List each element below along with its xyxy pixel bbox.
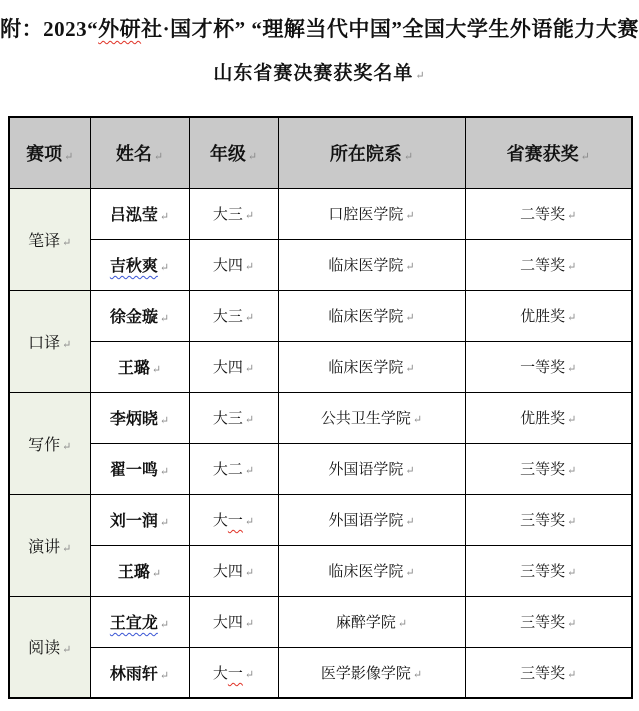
award-cell (465, 341, 632, 392)
document-title-line2 (0, 58, 639, 85)
department-text: 临床医学院 (328, 258, 404, 274)
table-row (9, 494, 632, 545)
header-label: 赛项 (26, 143, 63, 164)
grade-text: 大 (212, 513, 228, 529)
cell-end-mark-icon: ↵ (405, 465, 415, 477)
cell-end-mark-icon: ↵ (412, 414, 423, 426)
grade-cell (189, 341, 278, 392)
cell-end-mark-icon: ↵ (405, 261, 415, 273)
grade-cell (189, 290, 278, 341)
cell-end-mark-icon: ↵ (159, 619, 170, 631)
category-label: 口译 (28, 334, 61, 352)
cell-end-mark-icon: ↵ (159, 415, 170, 427)
title-text-part2: 社·国才杯” “理解当代中国”全国大学生外语能力大赛 (141, 17, 639, 41)
cell-end-mark-icon: ↵ (62, 440, 72, 453)
award-text: 三等奖 (520, 462, 566, 478)
grade-text: 大三 (212, 309, 243, 325)
award-text: 三等奖 (520, 513, 566, 529)
category-label: 笔译 (28, 232, 61, 250)
name-cell (90, 392, 189, 443)
award-cell (465, 647, 632, 698)
award-cell (465, 545, 632, 596)
cell-end-mark-icon: ↵ (580, 150, 590, 163)
name-cell (90, 545, 189, 596)
department-text: 临床医学院 (328, 309, 404, 325)
title-misspell-underline: 外研 (98, 17, 142, 41)
grade-cell (189, 494, 278, 545)
department-cell (278, 545, 465, 596)
category-cell-interpretation (9, 290, 90, 392)
cell-end-mark-icon: ↵ (62, 644, 72, 657)
cell-end-mark-icon: ↵ (244, 516, 255, 528)
student-name: 徐金璇 (109, 309, 158, 326)
award-cell (465, 290, 632, 341)
department-cell (278, 392, 465, 443)
department-text: 临床医学院 (328, 360, 404, 376)
category-label: 演讲 (28, 538, 61, 556)
student-name: 王璐 (117, 564, 150, 581)
student-name: 刘一润 (109, 513, 158, 530)
cell-end-mark-icon: ↵ (159, 262, 170, 274)
cell-end-mark-icon: ↵ (397, 618, 408, 630)
award-text: 二等奖 (520, 207, 566, 223)
header-label: 年级 (209, 143, 246, 164)
table-row (9, 188, 632, 239)
student-name: 林雨轩 (109, 665, 158, 683)
cell-end-mark-icon: ↵ (405, 312, 415, 324)
category-cell-reading (9, 596, 90, 698)
name-cell (90, 239, 189, 290)
grade-text: 大四 (212, 615, 243, 631)
student-name: 王璐 (117, 360, 150, 377)
grade-misspell: 一 (227, 665, 243, 682)
name-cell (90, 596, 189, 647)
department-cell (278, 494, 465, 545)
grade-text: 大四 (212, 258, 243, 274)
department-cell (278, 239, 465, 290)
award-table (8, 116, 633, 699)
cell-end-mark-icon: ↵ (244, 465, 255, 477)
cell-end-mark-icon: ↵ (151, 364, 162, 376)
header-label: 省赛获奖 (506, 143, 579, 164)
award-text: 三等奖 (520, 665, 566, 682)
name-cell (90, 188, 189, 239)
cell-end-mark-icon: ↵ (244, 312, 255, 324)
award-text: 二等奖 (520, 258, 566, 274)
table-row (9, 443, 632, 494)
cell-end-mark-icon: ↵ (151, 568, 162, 580)
cell-end-mark-icon: ↵ (567, 516, 577, 528)
department-cell (278, 647, 465, 698)
cell-end-mark-icon: ↵ (412, 668, 423, 681)
student-name: 李炳晓 (109, 411, 158, 428)
title-text-part1: 附：2023“ (0, 17, 99, 41)
grade-misspell: 一 (227, 513, 243, 529)
cell-end-mark-icon: ↵ (159, 211, 170, 223)
cell-end-mark-icon: ↵ (159, 517, 170, 529)
header-cell-department (278, 117, 465, 188)
category-label: 阅读 (28, 640, 61, 658)
department-cell (278, 341, 465, 392)
name-cell (90, 494, 189, 545)
cell-end-mark-icon: ↵ (405, 516, 415, 528)
grade-text: 大 (212, 665, 228, 682)
grade-text: 大三 (212, 207, 243, 223)
cell-end-mark-icon: ↵ (153, 150, 164, 163)
cell-end-mark-icon: ↵ (62, 542, 72, 555)
grade-cell (189, 188, 278, 239)
department-text: 医学影像学院 (320, 665, 411, 682)
header-cell-grade (189, 117, 278, 188)
cell-end-mark-icon: ↵ (244, 261, 255, 273)
cell-end-mark-icon: ↵ (403, 150, 414, 163)
cell-end-mark-icon: ↵ (244, 668, 255, 681)
table-row (9, 239, 632, 290)
student-name: 翟一鸣 (109, 462, 158, 479)
award-text: 优胜奖 (520, 411, 566, 427)
table-row (9, 392, 632, 443)
grade-text: 大二 (212, 462, 243, 478)
header-cell-award (465, 117, 632, 188)
cell-end-mark-icon: ↵ (567, 261, 577, 273)
department-cell (278, 290, 465, 341)
category-cell-writing (9, 392, 90, 494)
name-cell (90, 647, 189, 698)
cell-end-mark-icon: ↵ (244, 363, 255, 375)
cell-end-mark-icon: ↵ (247, 150, 258, 163)
award-cell (465, 443, 632, 494)
award-cell (465, 494, 632, 545)
paragraph-end-mark-icon: ↵ (415, 70, 426, 82)
cell-end-mark-icon: ↵ (244, 210, 255, 222)
grade-cell (189, 545, 278, 596)
name-cell (90, 290, 189, 341)
cell-end-mark-icon: ↵ (567, 414, 577, 426)
cell-end-mark-icon: ↵ (567, 618, 577, 630)
header-label: 所在院系 (329, 143, 402, 164)
grade-cell (189, 647, 278, 698)
department-text: 公共卫生学院 (320, 411, 411, 427)
department-text: 外国语学院 (328, 462, 404, 478)
grade-text: 大四 (212, 360, 243, 376)
award-cell (465, 188, 632, 239)
cell-end-mark-icon: ↵ (64, 150, 74, 163)
grade-text: 大三 (212, 411, 243, 427)
grade-text: 大四 (212, 564, 243, 580)
cell-end-mark-icon: ↵ (244, 567, 255, 579)
cell-end-mark-icon: ↵ (62, 236, 72, 249)
cell-end-mark-icon: ↵ (159, 466, 170, 478)
cell-end-mark-icon: ↵ (567, 668, 577, 681)
cell-end-mark-icon: ↵ (244, 414, 255, 426)
document-title-line1 (0, 0, 639, 43)
award-cell (465, 239, 632, 290)
department-cell (278, 188, 465, 239)
name-cell (90, 341, 189, 392)
award-text: 三等奖 (520, 615, 566, 631)
cell-end-mark-icon: ↵ (567, 210, 577, 222)
award-cell (465, 392, 632, 443)
student-name: 吕泓莹 (109, 207, 158, 224)
cell-end-mark-icon: ↵ (159, 313, 170, 325)
table-row (9, 647, 632, 698)
department-text: 口腔医学院 (328, 207, 404, 223)
cell-end-mark-icon: ↵ (244, 618, 255, 630)
grade-cell (189, 239, 278, 290)
cell-end-mark-icon: ↵ (567, 567, 577, 579)
department-cell (278, 443, 465, 494)
header-label: 姓名 (115, 143, 152, 164)
cell-end-mark-icon: ↵ (405, 567, 415, 579)
department-text: 外国语学院 (328, 513, 404, 529)
department-cell (278, 596, 465, 647)
header-cell-name (90, 117, 189, 188)
award-text: 优胜奖 (520, 309, 566, 325)
title-line2-text: 山东省赛决赛获奖名单 (213, 63, 414, 84)
cell-end-mark-icon: ↵ (567, 312, 577, 324)
grade-cell (189, 443, 278, 494)
student-name: 王宜龙 (109, 615, 158, 632)
cell-end-mark-icon: ↵ (405, 363, 415, 375)
table-header-row (9, 117, 632, 188)
category-cell-translation (9, 188, 90, 290)
table-row (9, 290, 632, 341)
award-cell (465, 596, 632, 647)
table-row (9, 545, 632, 596)
grade-cell (189, 596, 278, 647)
cell-end-mark-icon: ↵ (405, 210, 415, 222)
cell-end-mark-icon: ↵ (159, 669, 170, 682)
award-text: 一等奖 (520, 360, 566, 376)
cell-end-mark-icon: ↵ (567, 363, 577, 375)
table-row (9, 596, 632, 647)
header-cell-competition (9, 117, 90, 188)
department-text: 临床医学院 (328, 564, 404, 580)
award-text: 三等奖 (520, 564, 566, 580)
category-label: 写作 (28, 436, 61, 454)
student-name: 吉秋爽 (109, 258, 158, 275)
name-cell (90, 443, 189, 494)
cell-end-mark-icon: ↵ (567, 465, 577, 477)
table-row (9, 341, 632, 392)
grade-cell (189, 392, 278, 443)
category-cell-speech (9, 494, 90, 596)
department-text: 麻醉学院 (335, 615, 396, 631)
cell-end-mark-icon: ↵ (62, 338, 72, 351)
